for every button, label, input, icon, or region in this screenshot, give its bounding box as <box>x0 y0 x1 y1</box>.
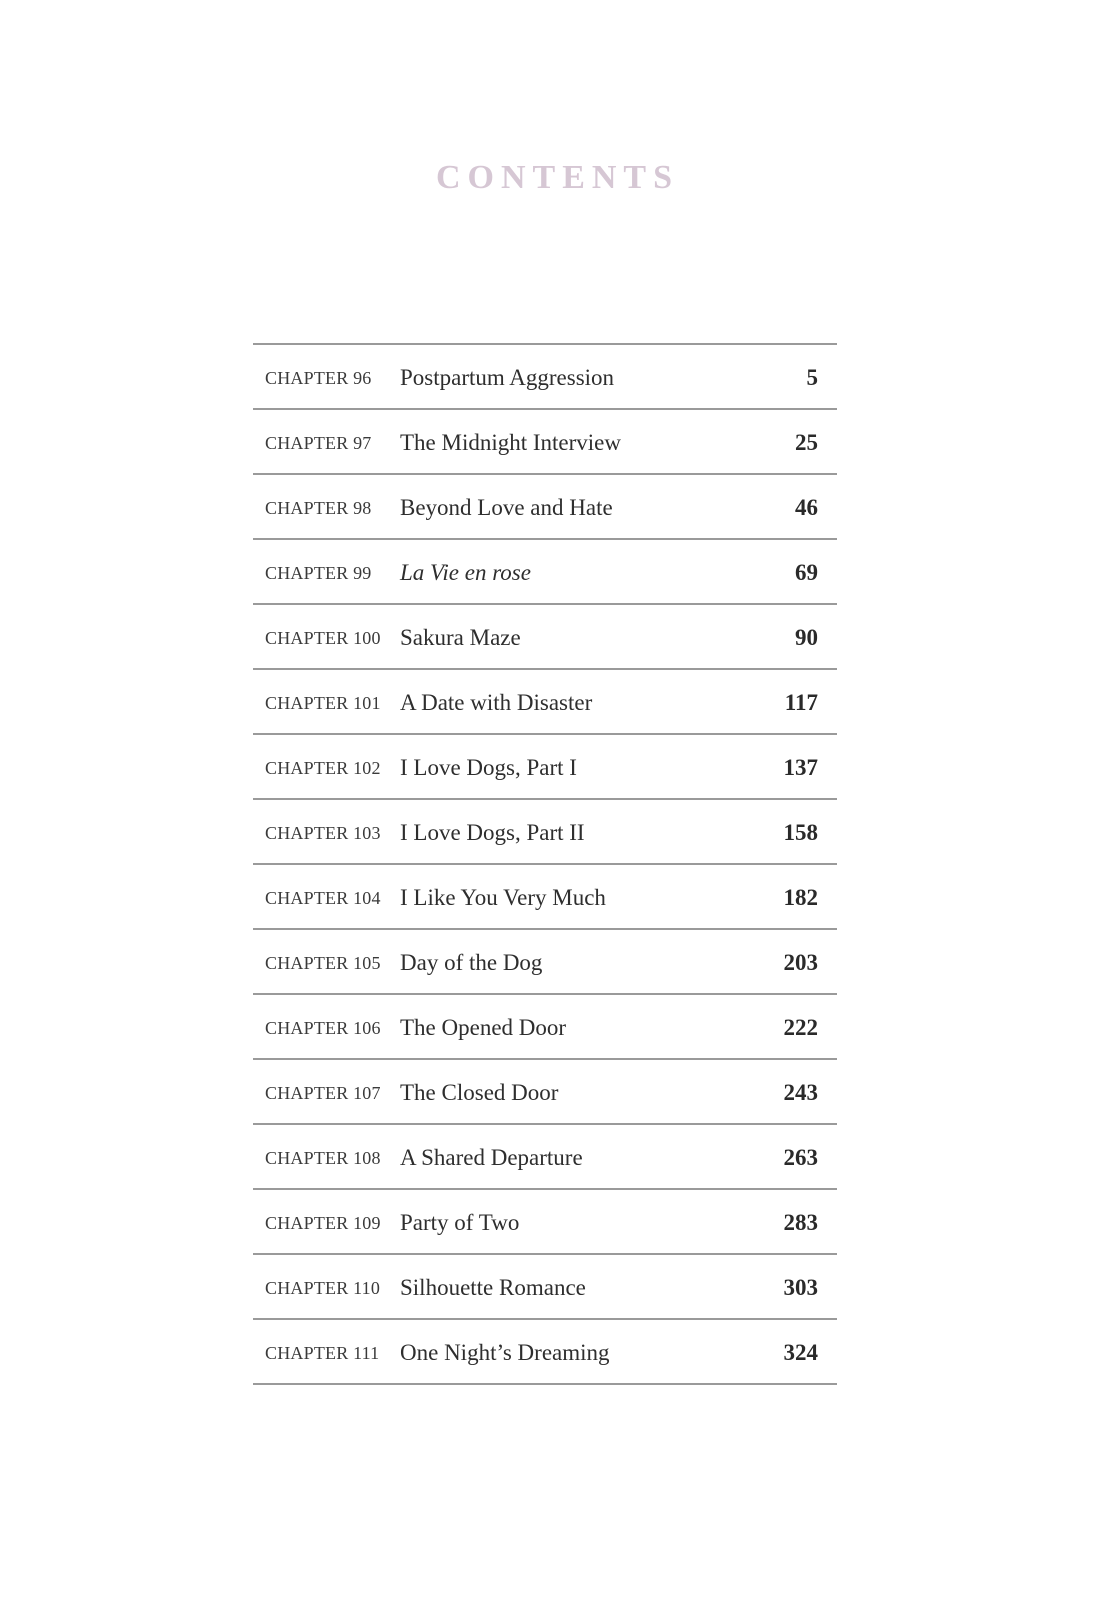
chapter-number: CHAPTER 103 <box>265 823 381 843</box>
toc-entry[interactable] <box>253 410 837 475</box>
chapter-number: CHAPTER 111 <box>265 1343 380 1363</box>
toc-entry[interactable] <box>253 865 837 930</box>
toc-entry[interactable] <box>253 345 837 410</box>
chapter-page-number: 303 <box>783 1275 818 1300</box>
chapter-title: Beyond Love and Hate <box>400 495 613 520</box>
chapter-number: CHAPTER 102 <box>265 758 381 778</box>
chapter-title: Silhouette Romance <box>400 1275 586 1300</box>
toc-entry[interactable] <box>253 670 837 735</box>
toc-entry[interactable] <box>253 1125 837 1190</box>
chapter-title: La Vie en rose <box>400 560 531 585</box>
toc-entry[interactable] <box>253 735 837 800</box>
chapter-page-number: 263 <box>783 1145 818 1170</box>
chapter-title: I Love Dogs, Part II <box>400 820 585 845</box>
toc-entry[interactable] <box>253 930 837 995</box>
chapter-number: CHAPTER 108 <box>265 1148 381 1168</box>
chapter-number: CHAPTER 105 <box>265 953 381 973</box>
chapter-page-number: 222 <box>783 1015 818 1040</box>
chapter-title: The Midnight Interview <box>400 430 622 455</box>
chapter-page-number: 90 <box>795 625 818 650</box>
chapter-title: A Date with Disaster <box>400 690 593 715</box>
chapter-number: CHAPTER 109 <box>265 1213 381 1233</box>
chapter-title: The Closed Door <box>400 1080 559 1105</box>
chapter-number: CHAPTER 99 <box>265 563 372 583</box>
chapter-title: Postpartum Aggression <box>400 365 615 390</box>
toc-entry[interactable] <box>253 995 837 1060</box>
table-of-contents <box>253 343 837 1385</box>
toc-entry[interactable] <box>253 540 837 605</box>
chapter-title: A Shared Departure <box>400 1145 583 1170</box>
chapter-page-number: 137 <box>783 755 818 780</box>
chapter-title: Party of Two <box>400 1210 520 1235</box>
chapter-page-number: 117 <box>784 690 818 715</box>
chapter-number: CHAPTER 104 <box>265 888 381 908</box>
toc-entry[interactable] <box>253 800 837 865</box>
toc-entry[interactable] <box>253 1320 837 1385</box>
chapter-number: CHAPTER 110 <box>265 1278 381 1298</box>
chapter-number: CHAPTER 97 <box>265 433 372 453</box>
chapter-number: CHAPTER 107 <box>265 1083 381 1103</box>
chapter-page-number: 324 <box>783 1340 818 1365</box>
chapter-number: CHAPTER 96 <box>265 368 372 388</box>
toc-entry[interactable] <box>253 475 837 540</box>
toc-entry[interactable] <box>253 1060 837 1125</box>
chapter-page-number: 182 <box>783 885 818 910</box>
chapter-page-number: 243 <box>783 1080 818 1105</box>
chapter-number: CHAPTER 106 <box>265 1018 381 1038</box>
chapter-page-number: 46 <box>795 495 818 520</box>
chapter-page-number: 283 <box>783 1210 818 1235</box>
chapter-page-number: 203 <box>783 950 818 975</box>
chapter-title: The Opened Door <box>400 1015 567 1040</box>
chapter-title: Day of the Dog <box>400 950 543 975</box>
toc-entry[interactable] <box>253 605 837 670</box>
chapter-title: I Love Dogs, Part I <box>400 755 577 780</box>
chapter-page-number: 25 <box>795 430 818 455</box>
chapter-number: CHAPTER 101 <box>265 693 381 713</box>
toc-entry[interactable] <box>253 1190 837 1255</box>
chapter-title: I Like You Very Much <box>400 885 606 910</box>
chapter-number: CHAPTER 100 <box>265 628 381 648</box>
page-title: CONTENTS <box>435 159 680 196</box>
chapter-number: CHAPTER 98 <box>265 498 372 518</box>
chapter-title: Sakura Maze <box>400 625 521 650</box>
chapter-page-number: 5 <box>806 365 818 390</box>
chapter-page-number: 69 <box>795 560 818 585</box>
toc-entry[interactable] <box>253 1255 837 1320</box>
chapter-page-number: 158 <box>783 820 818 845</box>
chapter-title: One Night’s Dreaming <box>400 1340 610 1365</box>
